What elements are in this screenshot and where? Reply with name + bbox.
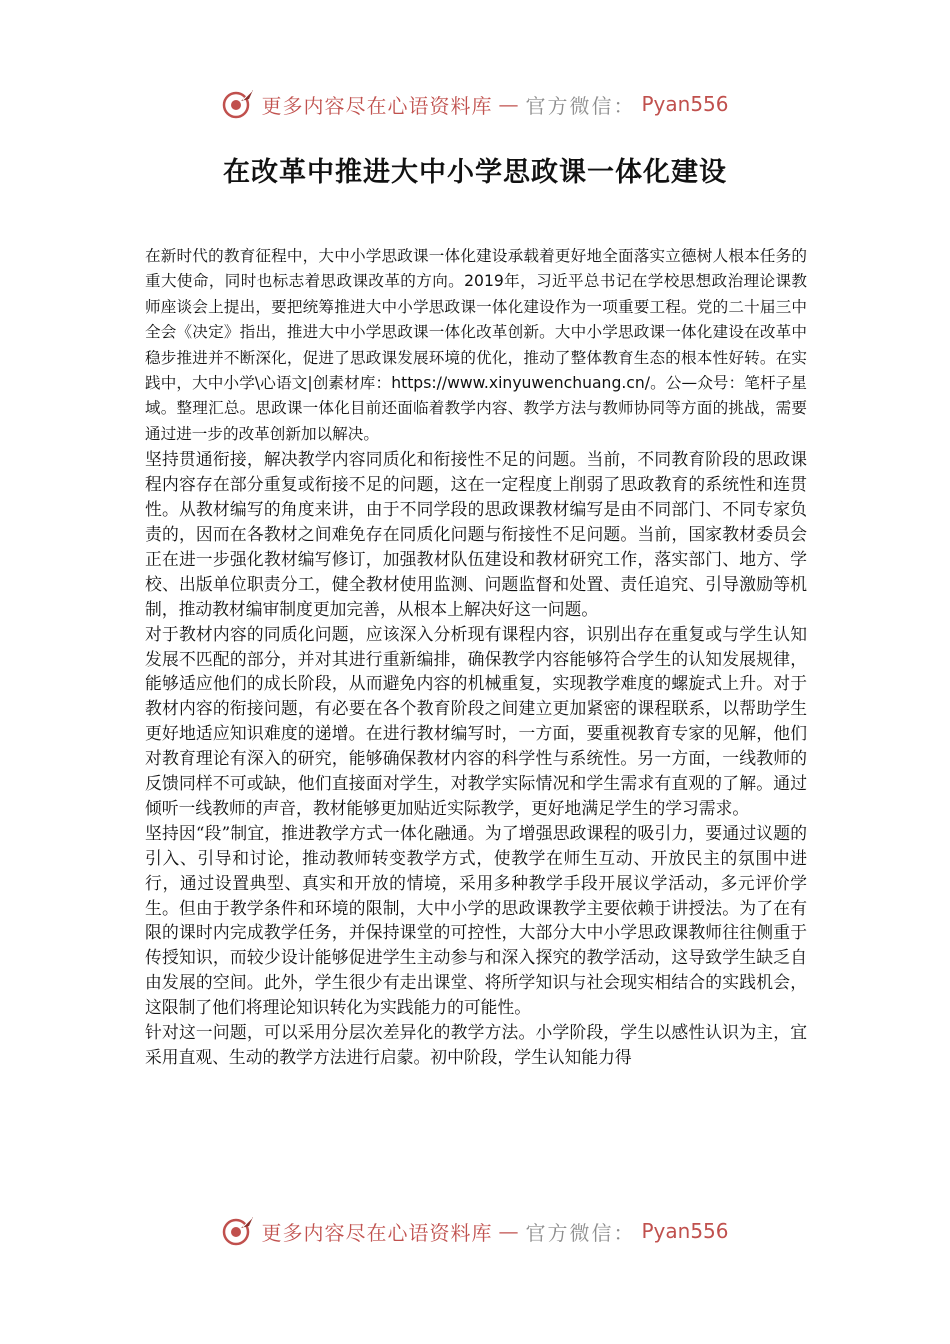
paragraph-intro: 在新时代的教育征程中，大中小学思政课一体化建设承载着更好地全面落实立德树人根本任务的重大使命，同时也标志着思政课改革的方向。2019年，习近平总书记在学校思想政治理论课教师座谈会上提出，要把统筹推进大中小学思政课一体化建设作为一项重要工程。党的二十届三中全会《决定》指出，推进大中小学思政课一体化改革创新。大中小学思政课一体化建设在改革中稳步推进并不断深化，促进了思政课发展环境的优化，推动了整体教育生态的根本性好转。在实践中，大中小学\心语文|创素材库：https://www.xinyuwenchuang.cn/。公—众号：笔杆子星域。整理汇总。思政课一体化目前还面临着教学内容、教学方法与教师协同等方面的挑战，需要通过进一步的改革创新加以解决。 [145, 247, 807, 443]
banner-wechat-id: Pyan556 [641, 92, 729, 116]
banner-official-label: 官方微信： [525, 93, 636, 118]
quill-logo-icon [221, 87, 255, 121]
footer-banner [0, 1211, 950, 1251]
banner-dash: — [498, 1219, 520, 1243]
banner-dash: — [498, 92, 520, 116]
quill-logo-icon [221, 1214, 255, 1248]
banner-promo-text: 更多内容尽在心语资料库 [261, 93, 493, 118]
document-body [145, 244, 807, 1070]
paragraph-differentiated-teaching: 针对这一问题，可以采用分层次差异化的教学方法。小学阶段，学生以感性认识为主，宜采用直观、生动的教学方法进行启蒙。初中阶段，学生认知能力得 [145, 1022, 807, 1067]
paragraph-homogeneity: 对于教材内容的同质化问题，应该深入分析现有课程内容，识别出存在重复或与学生认知发展不匹配的部分，并对其进行重新编排，确保教学内容能够符合学生的认知发展规律，能够适应他们的成长阶段，从而避免内容的机械重复，实现教学难度的螺旋式上升。对于教材内容的衔接问题，有必要在各个教育阶段之间建立更加紧密的课程联系，以帮助学生更好地适应知识难度的递增。在进行教材编写时，一方面，要重视教育专家的见解，他们对教育理论有深入的研究，能够确保教材内容的科学性与系统性。另一方面，一线教师的反馈同样不可或缺，他们直接面对学生，对教学实际情况和学生需求有直观的了解。通过倾听一线教师的声音，教材能够更加贴近实际教学，更好地满足学生的学习需求。 [145, 623, 807, 818]
paragraph-content-continuity: 坚持贯通衔接，解决教学内容同质化和衔接性不足的问题。当前，不同教育阶段的思政课程内容存在部分重复或衔接不足的问题，这在一定程度上削弱了思政教育的系统性和连贯性。从教材编写的角度来讲，由于不同学段的思政课教材编写是由不同部门、不同专家负责的，因而在各教材之间难免存在同质化问题与衔接性不足问题。当前，国家教材委员会正在进一步强化教材编写修订，加强教材队伍建设和教材研究工作，落实部门、地方、学校、出版单位职责分工，健全教材使用监测、问题监督和处置、责任追究、引导激励等机制，推动教材编审制度更加完善，从根本上解决好这一问题。 [145, 449, 807, 619]
document-title: 在改革中推进大中小学思政课一体化建设 [223, 157, 727, 188]
header-banner [0, 84, 950, 124]
banner-promo-text: 更多内容尽在心语资料库 [261, 1220, 493, 1245]
banner-official-label: 官方微信： [525, 1220, 636, 1245]
banner-wechat-id: Pyan556 [641, 1219, 729, 1243]
paragraph-teaching-methods: 坚持因“段”制宜，推进教学方式一体化融通。为了增强思政课程的吸引力，要通过议题的引入、引导和讨论，推动教师转变教学方式，使教学在师生互动、开放民主的氛围中进行，通过设置典型、真实和开放的情境，采用多种教学手段开展议学活动，多元评价学生。但由于教学条件和环境的限制，大中小学的思政课教学主要依赖于讲授法。为了在有限的课时内完成教学任务，并保持课堂的可控性，大部分大中小学思政课教师往往侧重于传授知识，而较少设计能够促进学生主动参与和深入探究的教学活动，这导致学生缺乏自由发展的空间。此外，学生很少有走出课堂、将所学知识与社会现实相结合的实践机会，这限制了他们将理论知识转化为实践能力的可能性。 [145, 822, 807, 1018]
